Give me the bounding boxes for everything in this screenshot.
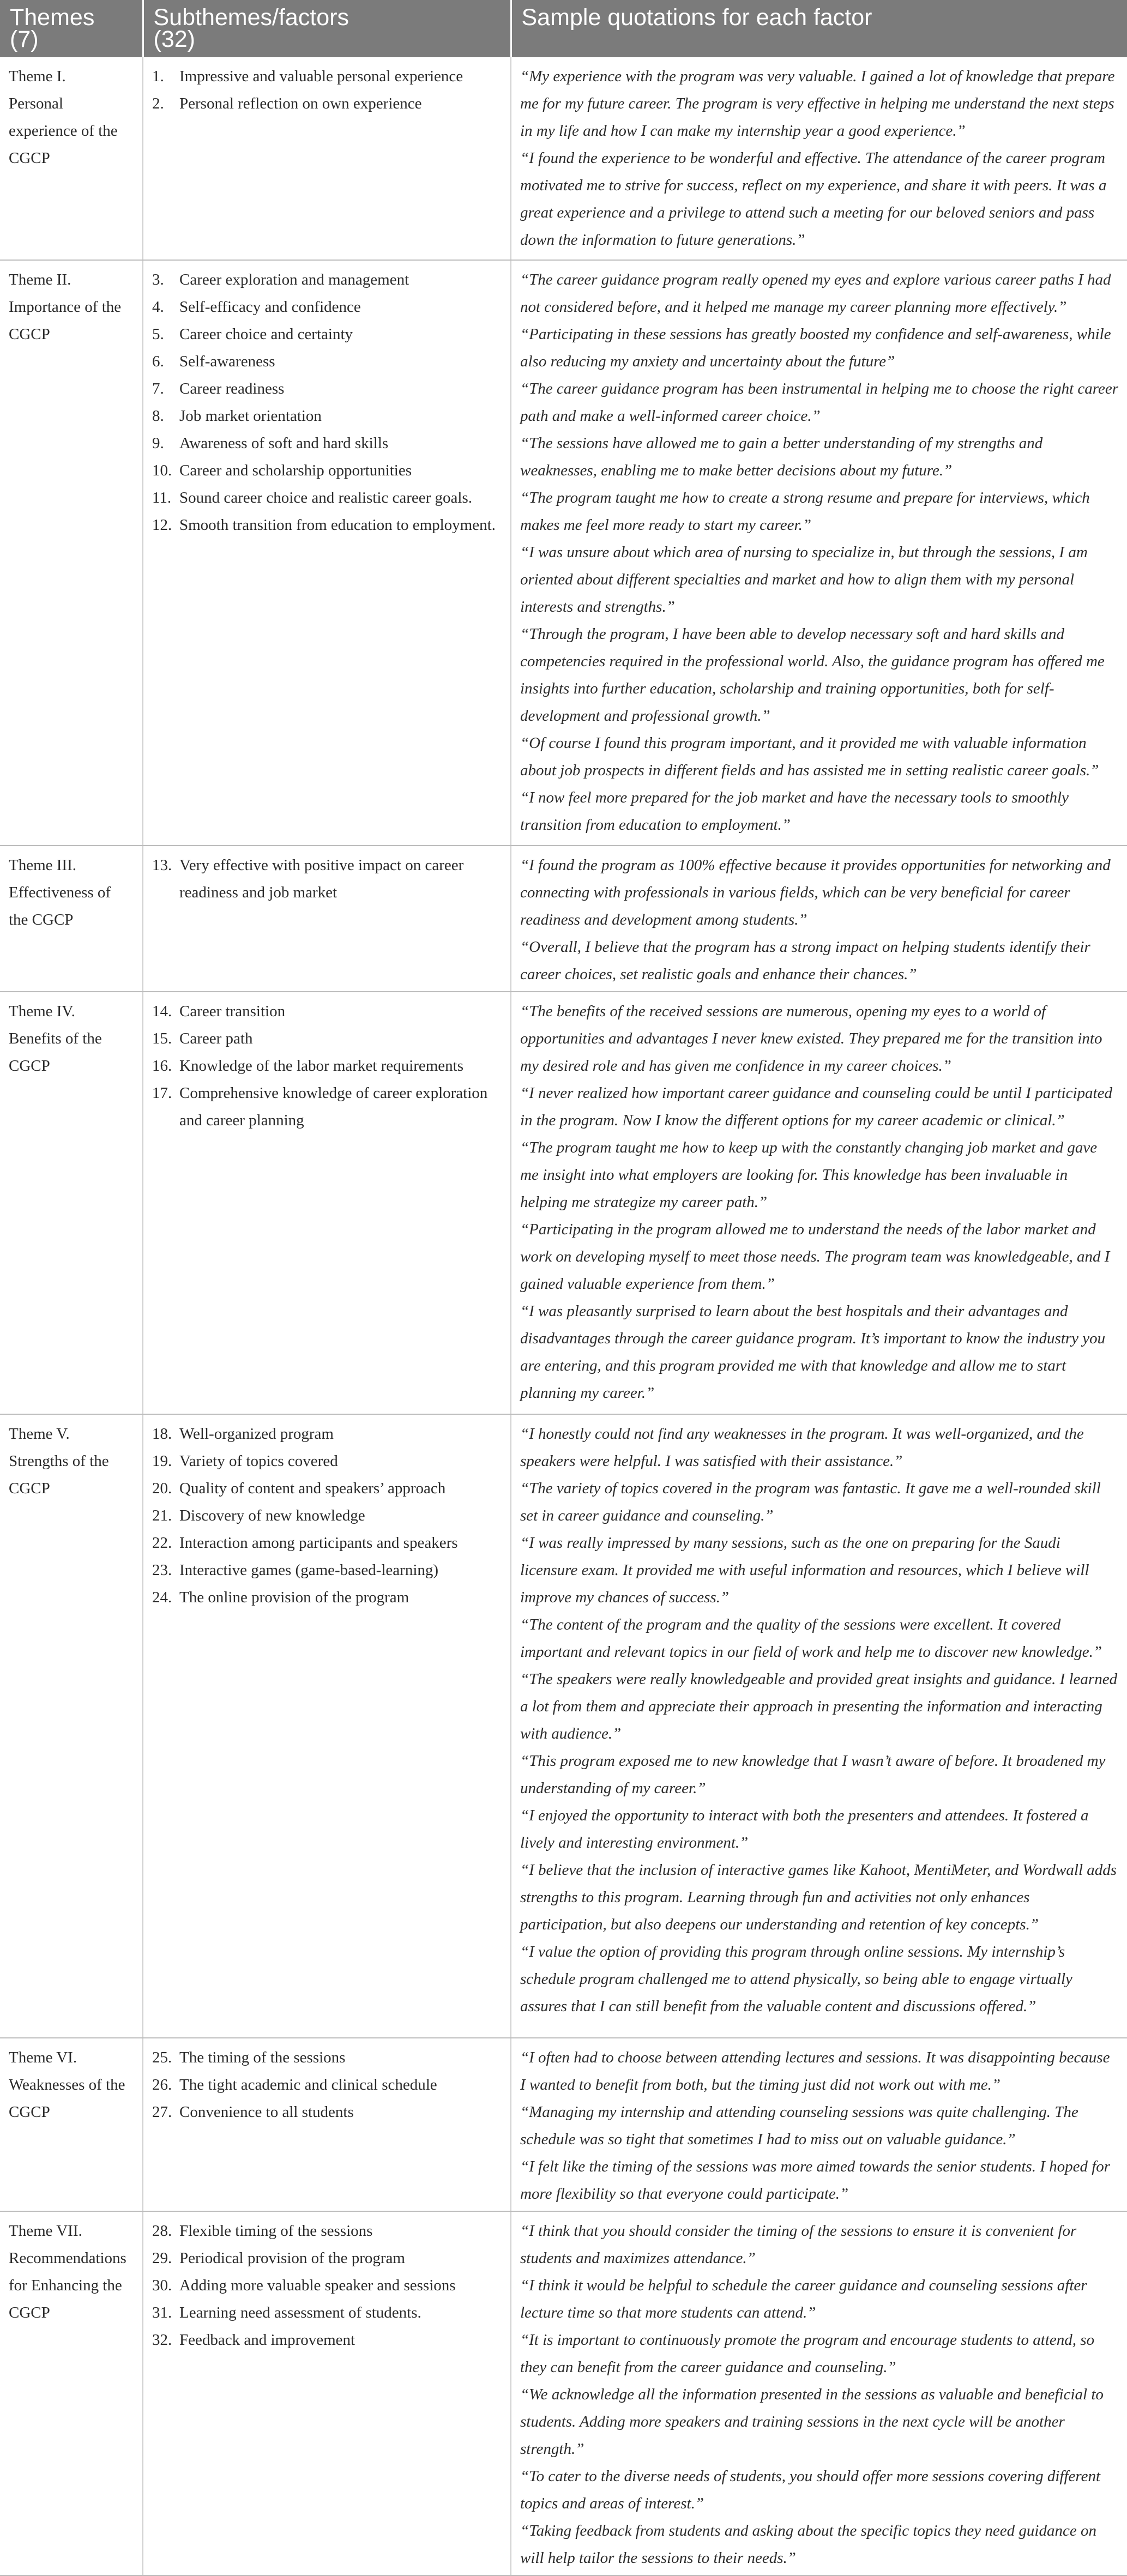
factor-text: Self-awareness — [179, 353, 275, 370]
factor-list — [152, 998, 502, 1134]
theme-label-line: Theme II. — [9, 271, 71, 288]
factor-item — [152, 2044, 502, 2071]
theme-label-line: Theme VI. — [9, 2049, 77, 2066]
quotations-cell — [511, 846, 1127, 992]
factors-cell — [143, 992, 511, 1414]
factor-text: Quality of content and speakers’ approach — [179, 1480, 446, 1497]
factor-text: Very effective with positive impact on career readiness and job market — [179, 856, 464, 901]
factor-item — [152, 2098, 502, 2126]
sample-quotation: “I honestly could not find any weaknesses in the program. It was well-organized, and the speakers were helpful. I was satisfied with their assistance.” — [520, 1425, 1084, 1470]
factor-list — [152, 2217, 502, 2354]
sample-quotation: “The sessions have allowed me to gain a better understanding of my strengths and weaknesses, enabling me to make better decisions about my future.” — [520, 435, 1043, 479]
factor-text: Well-organized program — [179, 1425, 334, 1443]
sample-quotation: “I found the experience to be wonderful and effective. The attendance of the career program motivated me to strive for success, reflect on my experience, and share it with peers. It was a great experience and a privilege to attend such a meeting for our beloved seniors and pass down the information to future generations.” — [520, 149, 1107, 249]
factor-text: The tight academic and clinical schedule — [179, 2076, 437, 2094]
factor-number: 3. — [152, 271, 164, 288]
factor-number: 8. — [152, 407, 164, 425]
themes-header-label: Themes — [10, 4, 95, 31]
table-body — [0, 57, 1127, 2575]
factor-text: Career choice and certainty — [179, 325, 353, 343]
table-row — [0, 260, 1127, 846]
factor-item — [152, 2217, 502, 2245]
sample-quotation: “My experience with the program was very valuable. I gained a lot of knowledge that prepare me for my future career. The program is very effective in helping me understand the next steps in my life and how I can make my internship year a good experience.” — [520, 68, 1115, 140]
factor-item — [152, 1475, 502, 1502]
sample-quotation: “I was unsure about which area of nursing to specialize in, but through the sessions, I am oriented about different specialties and market and how to align them with my personal interests and strengths.” — [520, 544, 1088, 616]
factor-item — [152, 321, 502, 348]
quotations-cell — [511, 2211, 1127, 2575]
sample-quotation: “The career guidance program has been instrumental in helping me to choose the right career path and make a well-informed career choice.” — [520, 380, 1119, 425]
quotations-cell — [511, 2038, 1127, 2211]
factor-number: 12. — [152, 516, 172, 534]
sample-quotation: “We acknowledge all the information presented in the sessions as valuable and beneficial to students. Adding more speakers and training sessions in the next cycle will be another strength.” — [520, 2386, 1104, 2458]
factor-number: 21. — [152, 1507, 172, 1524]
factor-text: The timing of the sessions — [179, 2049, 346, 2066]
factor-item — [152, 266, 502, 293]
factor-number: 28. — [152, 2222, 172, 2240]
theme-cell — [0, 846, 143, 992]
factor-item — [152, 1447, 502, 1475]
factor-item — [152, 1557, 502, 1584]
factor-number: 23. — [152, 1561, 172, 1579]
factor-text: Discovery of new knowledge — [179, 1507, 365, 1524]
factor-number: 17. — [152, 1084, 172, 1102]
table-row — [0, 57, 1127, 260]
theme-label-line: CGCP — [9, 2304, 50, 2321]
theme-label-line: Theme VII. — [9, 2222, 82, 2240]
factor-number: 14. — [152, 1003, 172, 1020]
theme-label-line: Effectiveness of — [9, 884, 111, 901]
table-row — [0, 2038, 1127, 2211]
theme-label-line: CGCP — [9, 1480, 50, 1497]
factor-item — [152, 1079, 502, 1134]
factor-text: Career exploration and management — [179, 271, 409, 288]
factor-text: The online provision of the program — [179, 1589, 409, 1606]
factor-item — [152, 2245, 502, 2272]
factor-text: Learning need assessment of students. — [179, 2304, 421, 2321]
factor-list — [152, 852, 502, 906]
theme-label-line: Strengths of the — [9, 1452, 109, 1470]
sample-quotation: “This program exposed me to new knowledge that I wasn’t aware of before. It broadened my understanding of my career.” — [520, 1752, 1106, 1797]
table-row — [0, 992, 1127, 1414]
factor-number: 32. — [152, 2331, 172, 2349]
sample-quotation: “The program taught me how to create a strong resume and prepare for interviews, which makes me feel more ready to start my career.” — [520, 489, 1090, 534]
factors-cell — [143, 2038, 511, 2211]
factor-text: Job market orientation — [179, 407, 322, 425]
sample-quotation: “I often had to choose between attending lectures and sessions. It was disappointing because I wanted to benefit from both, but the timing just did not work out with me.” — [520, 2049, 1110, 2094]
quotations-cell — [511, 1414, 1127, 2038]
factor-list — [152, 2044, 502, 2126]
sample-quotation: “I was pleasantly surprised to learn about the best hospitals and their advantages and disadvantages through the career guidance program. It’s important to know the industry you are entering, and this program provided me with that knowledge and allow me to start planning my career.” — [520, 1302, 1106, 1402]
sample-quotation: “The program taught me how to keep up with the constantly changing job market and gave me insight into what employers are looking for. This knowledge has been invaluable in helping me strategize my career path.” — [520, 1139, 1098, 1211]
themes-header-count: (7) — [10, 26, 39, 52]
factor-text: Knowledge of the labor market requirements — [179, 1057, 464, 1075]
factor-number: 20. — [152, 1480, 172, 1497]
theme-label-line: CGCP — [9, 1057, 50, 1075]
sample-quotation: “The content of the program and the quality of the sessions were excellent. It covered important and relevant topics in our field of work and help me to discover new knowledge.” — [520, 1616, 1102, 1661]
theme-label-line: Theme IV. — [9, 1003, 75, 1020]
factor-text: Variety of topics covered — [179, 1452, 338, 1470]
factor-number: 13. — [152, 856, 172, 874]
factors-cell — [143, 1414, 511, 2038]
sample-quotation: “The career guidance program really opened my eyes and explore various career paths I had not considered before, and it helped me manage my career planning more effectively.” — [520, 271, 1111, 316]
factor-number: 1. — [152, 68, 164, 85]
factor-item — [152, 375, 502, 402]
factor-number: 19. — [152, 1452, 172, 1470]
theme-label-line: Weaknesses of the — [9, 2076, 125, 2094]
sample-quotation: “I think it would be helpful to schedule the career guidance and counseling sessions after lecture time so that more students can attend.” — [520, 2277, 1087, 2321]
sample-quotation: “I found the program as 100% effective because it provides opportunities for networking and connecting with professionals in various fields, which can be very beneficial for career readiness and development among students.” — [520, 856, 1111, 928]
factor-number: 5. — [152, 325, 164, 343]
theme-label-line: the CGCP — [9, 911, 74, 928]
factor-item — [152, 998, 502, 1025]
factor-number: 29. — [152, 2249, 172, 2267]
theme-cell — [0, 2211, 143, 2575]
factor-number: 18. — [152, 1425, 172, 1443]
factor-item — [152, 484, 502, 511]
factor-item — [152, 2071, 502, 2098]
factor-number: 22. — [152, 1534, 172, 1552]
sample-quotation: “I was really impressed by many sessions, such as the one on preparing for the Saudi licensure exam. It provided me with useful information and resources, which I believe will improve my chances of success.” — [520, 1534, 1089, 1606]
factor-number: 4. — [152, 298, 164, 316]
sample-quotation: “I think that you should consider the timing of the sessions to ensure it is convenient for students and maximizes attendance.” — [520, 2222, 1077, 2267]
factor-text: Interaction among participants and speakers — [179, 1534, 458, 1552]
factor-item — [152, 511, 502, 539]
factor-number: 27. — [152, 2103, 172, 2121]
factors-cell — [143, 846, 511, 992]
sample-quotation: “I enjoyed the opportunity to interact with both the presenters and attendees. It fostered a lively and interesting environment.” — [520, 1807, 1089, 1851]
factor-item — [152, 63, 502, 90]
factor-item — [152, 1502, 502, 1529]
factor-item — [152, 430, 502, 457]
factor-item — [152, 1052, 502, 1079]
quotations-cell — [511, 57, 1127, 260]
theme-label-line: Benefits of the — [9, 1030, 102, 1047]
sample-quotation: “I never realized how important career guidance and counseling could be until I participated in the program. Now I know the different options for my career academic or clinical.” — [520, 1084, 1112, 1129]
themes-column-header — [0, 0, 143, 57]
sample-quotation: “The speakers were really knowledgeable and provided great insights and guidance. I learned a lot from them and appreciate their approach in presenting the information and interacting with audience.” — [520, 1670, 1118, 1742]
subthemes-header-label: Subthemes/factors — [153, 4, 349, 31]
theme-cell — [0, 1414, 143, 2038]
table-row — [0, 2211, 1127, 2575]
theme-label-line: Theme III. — [9, 856, 76, 874]
factor-text: Career readiness — [179, 380, 285, 397]
factor-text: Flexible timing of the sessions — [179, 2222, 373, 2240]
factor-text: Comprehensive knowledge of career exploration and career planning — [179, 1084, 488, 1129]
table-row — [0, 1414, 1127, 2038]
factor-text: Impressive and valuable personal experience — [179, 68, 463, 85]
factors-cell — [143, 260, 511, 846]
factor-number: 15. — [152, 1030, 172, 1047]
sample-quotation: “Overall, I believe that the program has a strong impact on helping students identify their career choices, set realistic goals and enhance their chances.” — [520, 938, 1090, 983]
factor-item — [152, 2326, 502, 2354]
factor-number: 25. — [152, 2049, 172, 2066]
factor-item — [152, 293, 502, 321]
sample-quotation: “The benefits of the received sessions are numerous, opening my eyes to a world of opportunities and advantages I never knew existed. They prepared me for the transition into my desired role and has given me confidence in my career choices.” — [520, 1003, 1102, 1075]
sample-quotation: “I believe that the inclusion of interactive games like Kahoot, MentiMeter, and Wordwall adds strengths to this program. Learning through fun and activities not only enhances participation, but also deepens our understanding and retention of key concepts.” — [520, 1861, 1117, 1933]
factor-number: 7. — [152, 380, 164, 397]
factor-item — [152, 457, 502, 484]
factor-item — [152, 1584, 502, 1611]
sample-quotation: “Taking feedback from students and asking about the specific topics they need guidance on will help tailor the sessions to their needs.” — [520, 2522, 1096, 2567]
factor-item — [152, 1025, 502, 1052]
theme-label-line: Importance of the — [9, 298, 122, 316]
factor-item — [152, 852, 502, 906]
factor-item — [152, 1420, 502, 1447]
theme-label-line: Theme I. — [9, 68, 66, 85]
theme-cell — [0, 992, 143, 1414]
factor-number: 24. — [152, 1589, 172, 1606]
factor-number: 9. — [152, 435, 164, 452]
factor-text: Awareness of soft and hard skills — [179, 435, 389, 452]
factor-list — [152, 1420, 502, 1611]
factor-item — [152, 90, 502, 117]
sample-quotation: “I value the option of providing this program through online sessions. My internship’s schedule program challenged me to attend physically, so being able to engage virtually assures that I can still benefit from the valuable content and discussions offered.” — [520, 1943, 1072, 2015]
factor-text: Interactive games (game-based-learning) — [179, 1561, 439, 1579]
theme-label-line: experience of the — [9, 122, 118, 140]
factor-text: Feedback and improvement — [179, 2331, 355, 2349]
sample-quotation: “Participating in these sessions has greatly boosted my confidence and self-awareness, while also reducing my anxiety and uncertainty about the future” — [520, 325, 1111, 370]
sample-quotation: “Of course I found this program important, and it provided me with valuable information about job prospects in different fields and has assisted me in setting realistic career goals.” — [520, 734, 1099, 779]
factor-text: Career path — [179, 1030, 253, 1047]
header-row — [0, 0, 1127, 57]
theme-cell — [0, 2038, 143, 2211]
table-header — [0, 0, 1127, 57]
quotations-column-header — [511, 0, 1127, 57]
factor-text: Convenience to all students — [179, 2103, 354, 2121]
factor-number: 6. — [152, 353, 164, 370]
factor-list — [152, 63, 502, 117]
theme-label-line: CGCP — [9, 325, 50, 343]
sample-quotation: “I felt like the timing of the sessions was more aimed towards the senior students. I hoped for more flexibility so that everyone could participate.” — [520, 2158, 1111, 2203]
factor-text: Periodical provision of the program — [179, 2249, 405, 2267]
factor-number: 26. — [152, 2076, 172, 2094]
sample-quotation: “It is important to continuously promote the program and encourage students to attend, so they can benefit from the career guidance and counseling.” — [520, 2331, 1095, 2376]
theme-label-line: CGCP — [9, 2103, 50, 2121]
factor-number: 10. — [152, 462, 172, 479]
factor-number: 30. — [152, 2277, 172, 2294]
factors-cell — [143, 2211, 511, 2575]
factor-list — [152, 266, 502, 539]
factor-item — [152, 402, 502, 430]
factor-item — [152, 2299, 502, 2326]
sample-quotation: “I now feel more prepared for the job market and have the necessary tools to smoothly transition from education to employment.” — [520, 789, 1069, 834]
factor-text: Career transition — [179, 1003, 286, 1020]
factor-text: Career and scholarship opportunities — [179, 462, 412, 479]
factor-item — [152, 2272, 502, 2299]
factor-number: 16. — [152, 1057, 172, 1075]
factor-text: Smooth transition from education to employment. — [179, 516, 496, 534]
theme-label-line: Personal — [9, 95, 63, 112]
factor-item — [152, 348, 502, 375]
factors-cell — [143, 57, 511, 260]
factor-text: Sound career choice and realistic career goals. — [179, 489, 473, 506]
factor-number: 31. — [152, 2304, 172, 2321]
quotations-header-label: Sample quotations for each factor — [521, 4, 872, 31]
sample-quotation: “The variety of topics covered in the program was fantastic. It gave me a well-rounded skill set in career guidance and counseling.” — [520, 1480, 1101, 1524]
factor-number: 11. — [152, 489, 172, 506]
quotations-cell — [511, 260, 1127, 846]
theme-cell — [0, 57, 143, 260]
quotations-cell — [511, 992, 1127, 1414]
subthemes-header-count: (32) — [153, 26, 195, 52]
factor-text: Self-efficacy and confidence — [179, 298, 361, 316]
theme-label-line: Theme V. — [9, 1425, 70, 1443]
factor-number: 2. — [152, 95, 164, 112]
factor-item — [152, 1529, 502, 1557]
sample-quotation: “Through the program, I have been able to develop necessary soft and hard skills and competencies required in the professional world. Also, the guidance program has offered me insights into further education, scholarship and training opportunities, both for self-development and professional growth.” — [520, 625, 1105, 725]
factor-text: Adding more valuable speaker and sessions — [179, 2277, 456, 2294]
theme-label-line: for Enhancing the — [9, 2277, 122, 2294]
subthemes-column-header — [143, 0, 511, 57]
theme-label-line: CGCP — [9, 149, 50, 167]
sample-quotation: “Participating in the program allowed me to understand the needs of the labor market and work on developing myself to meet those needs. The program team was knowledgeable, and I gained valuable experience from them.” — [520, 1221, 1110, 1293]
theme-cell — [0, 260, 143, 846]
sample-quotation: “Managing my internship and attending counseling sessions was quite challenging. The schedule was so tight that sometimes I had to miss out on valuable guidance.” — [520, 2103, 1078, 2148]
table-row — [0, 846, 1127, 992]
factor-text: Personal reflection on own experience — [179, 95, 422, 112]
theme-label-line: Recommendations — [9, 2249, 126, 2267]
sample-quotation: “To cater to the diverse needs of students, you should offer more sessions covering different topics and areas of interest.” — [520, 2468, 1101, 2512]
